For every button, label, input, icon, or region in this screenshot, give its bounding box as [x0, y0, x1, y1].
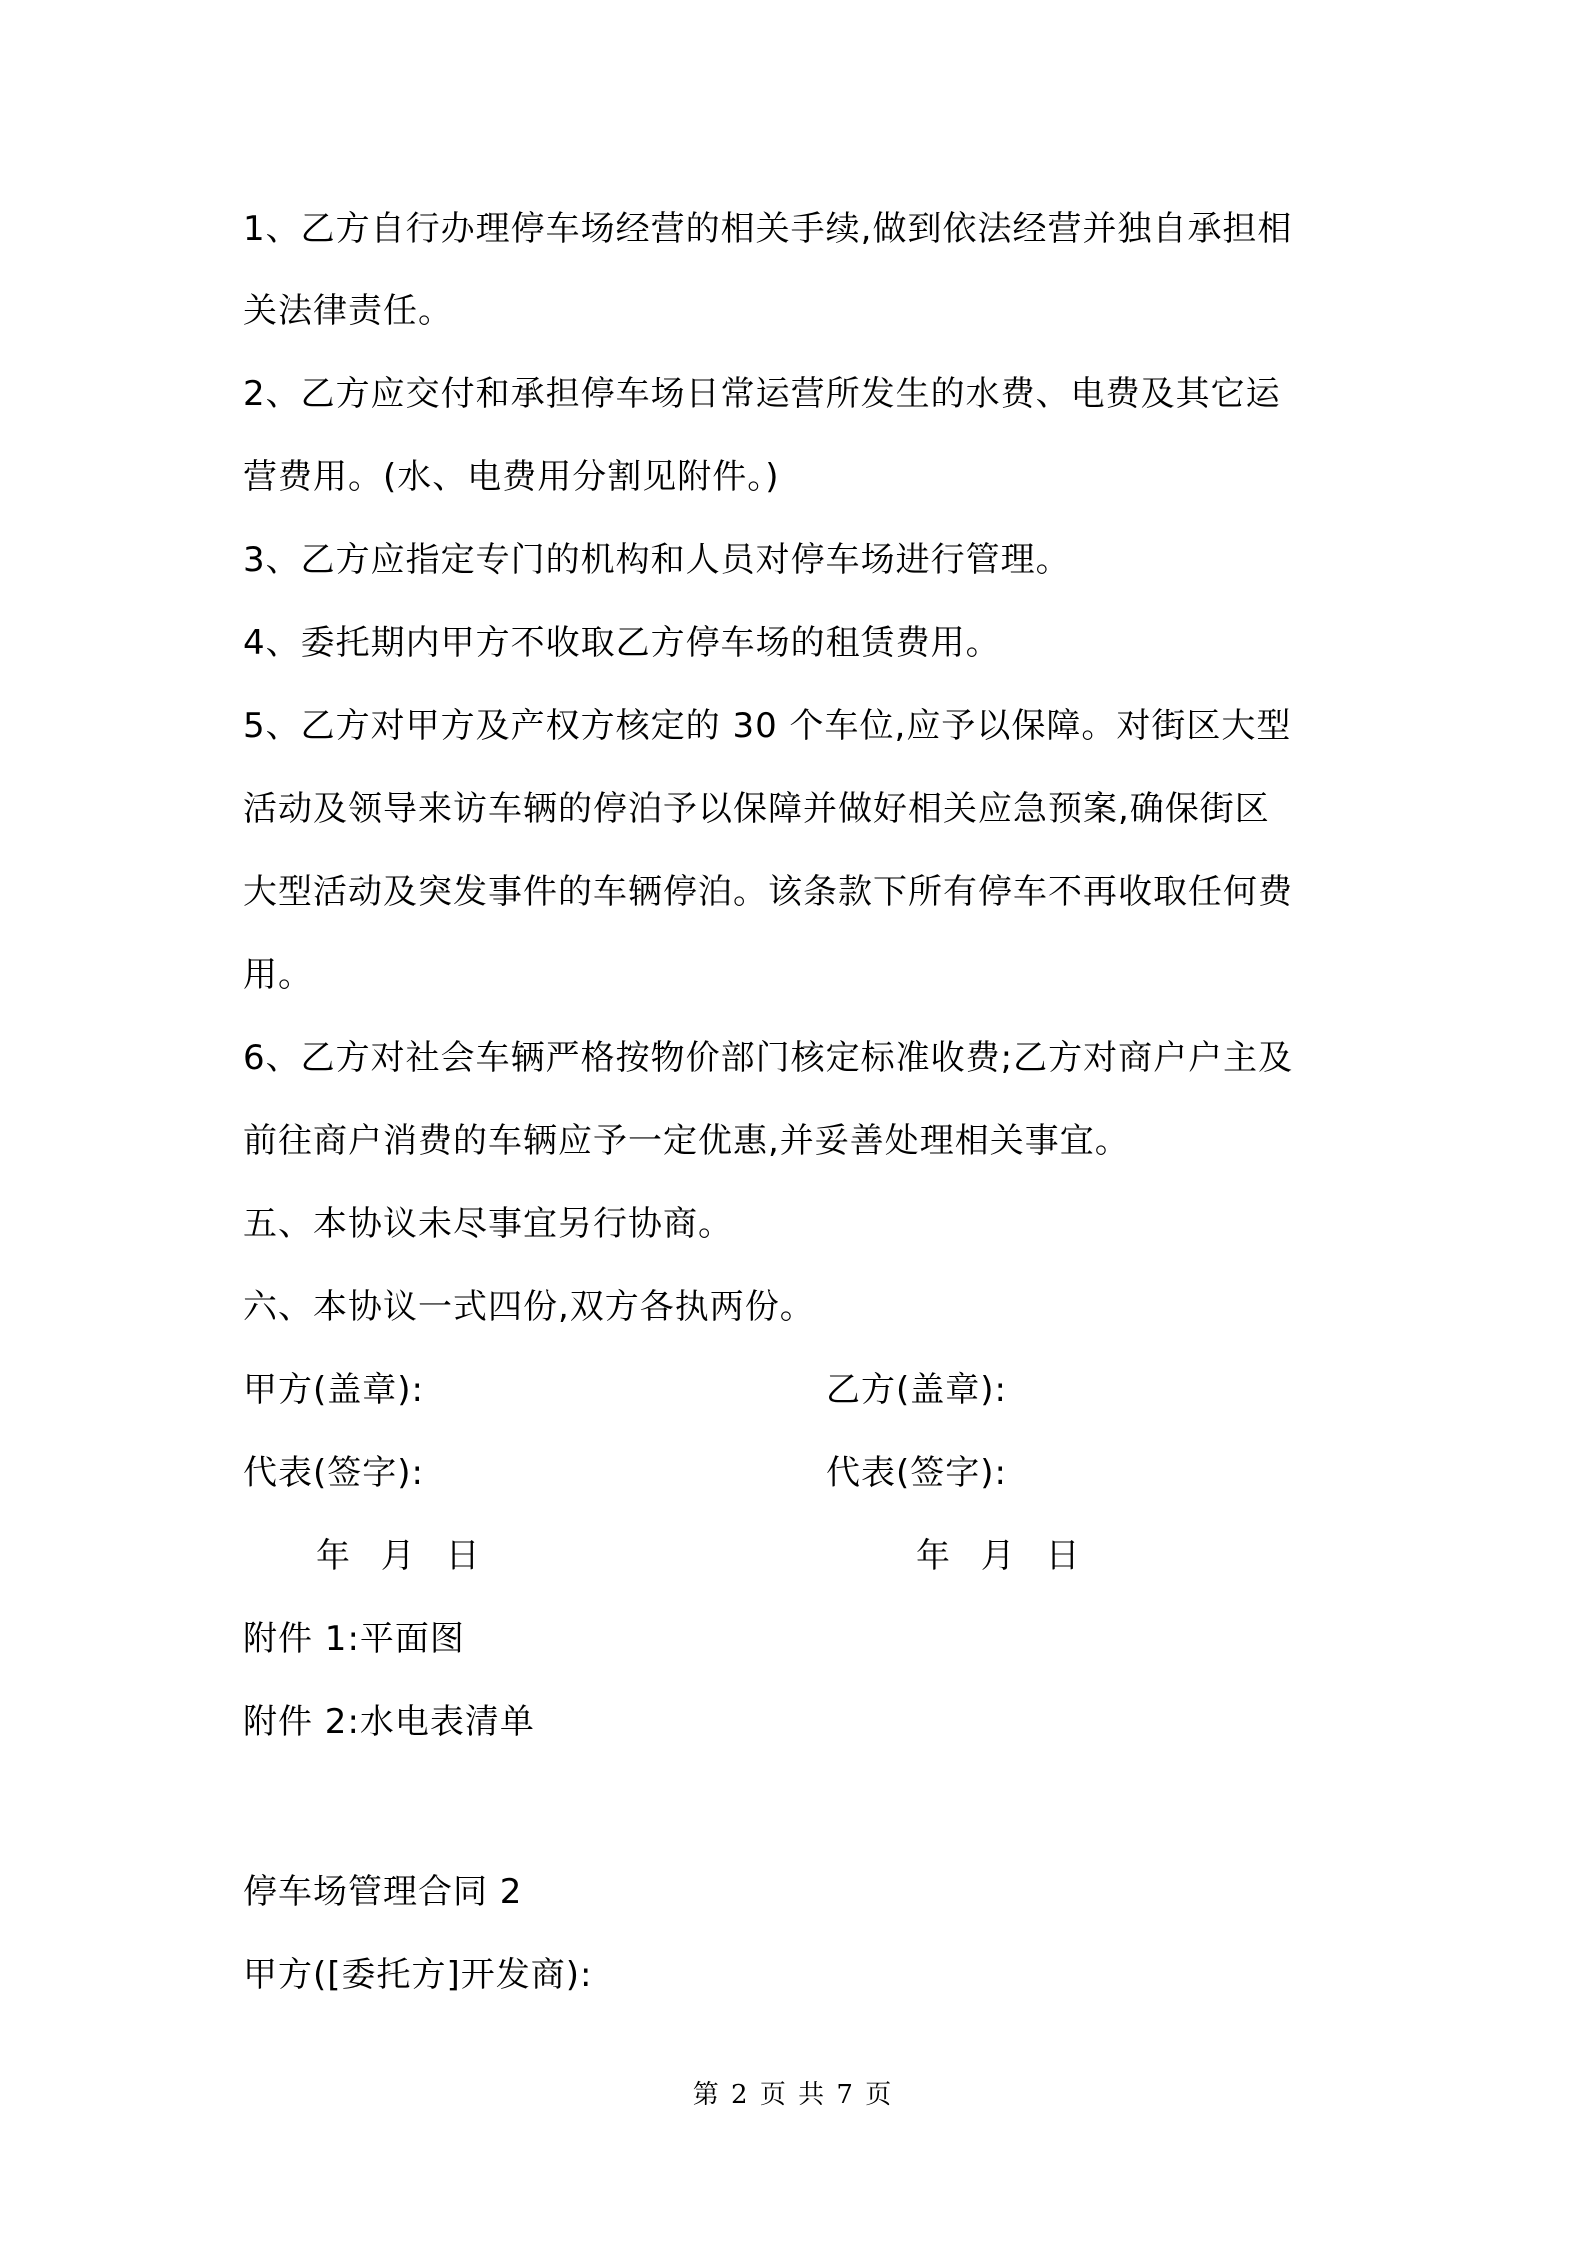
attachment-1: 附件 1:平面图 [243, 1619, 465, 1659]
clause-4: 4、委托期内甲方不收取乙方停车场的租赁费用。 [243, 623, 1001, 663]
article-6: 六、本协议一式四份,双方各执两份。 [243, 1287, 815, 1327]
clause-2-line-2: 营费用。(水、电费用分割见附件。) [243, 457, 780, 497]
party-b-date: 年 月 日 [916, 1536, 1081, 1576]
party-a-seal-label: 甲方(盖章): [243, 1370, 424, 1410]
party-b-representative-label: 代表(签字): [826, 1453, 1007, 1493]
clause-5-line-2: 活动及领导来访车辆的停泊予以保障并做好相关应急预案,确保街区 [243, 789, 1270, 829]
party-a-date: 年 月 日 [316, 1536, 481, 1576]
section-party-a: 甲方([委托方]开发商): [243, 1955, 593, 1995]
clause-5-line-1: 5、乙方对甲方及产权方核定的 30 个车位,应予以保障。对街区大型 [243, 706, 1292, 746]
clause-1-line-2: 关法律责任。 [243, 291, 453, 331]
clause-6-line-1: 6、乙方对社会车辆严格按物价部门核定标准收费;乙方对商户户主及 [243, 1038, 1294, 1078]
clause-2-line-1: 2、乙方应交付和承担停车场日常运营所发生的水费、电费及其它运 [243, 374, 1281, 414]
page-number-footer: 第 2 页 共 7 页 [692, 2080, 894, 2110]
party-a-representative-label: 代表(签字): [243, 1453, 424, 1493]
attachment-2: 附件 2:水电表清单 [243, 1702, 535, 1742]
article-5: 五、本协议未尽事宜另行协商。 [243, 1204, 733, 1244]
clause-5-line-4: 用。 [243, 955, 313, 995]
clause-6-line-2: 前往商户消费的车辆应予一定优惠,并妥善处理相关事宜。 [243, 1121, 1130, 1161]
clause-3: 3、乙方应指定专门的机构和人员对停车场进行管理。 [243, 540, 1071, 580]
clause-5-line-3: 大型活动及突发事件的车辆停泊。该条款下所有停车不再收取任何费 [243, 872, 1293, 912]
section-title: 停车场管理合同 2 [243, 1872, 523, 1912]
clause-1-line-1: 1、乙方自行办理停车场经营的相关手续,做到依法经营并独自承担相 [243, 209, 1293, 249]
party-b-seal-label: 乙方(盖章): [826, 1370, 1007, 1410]
